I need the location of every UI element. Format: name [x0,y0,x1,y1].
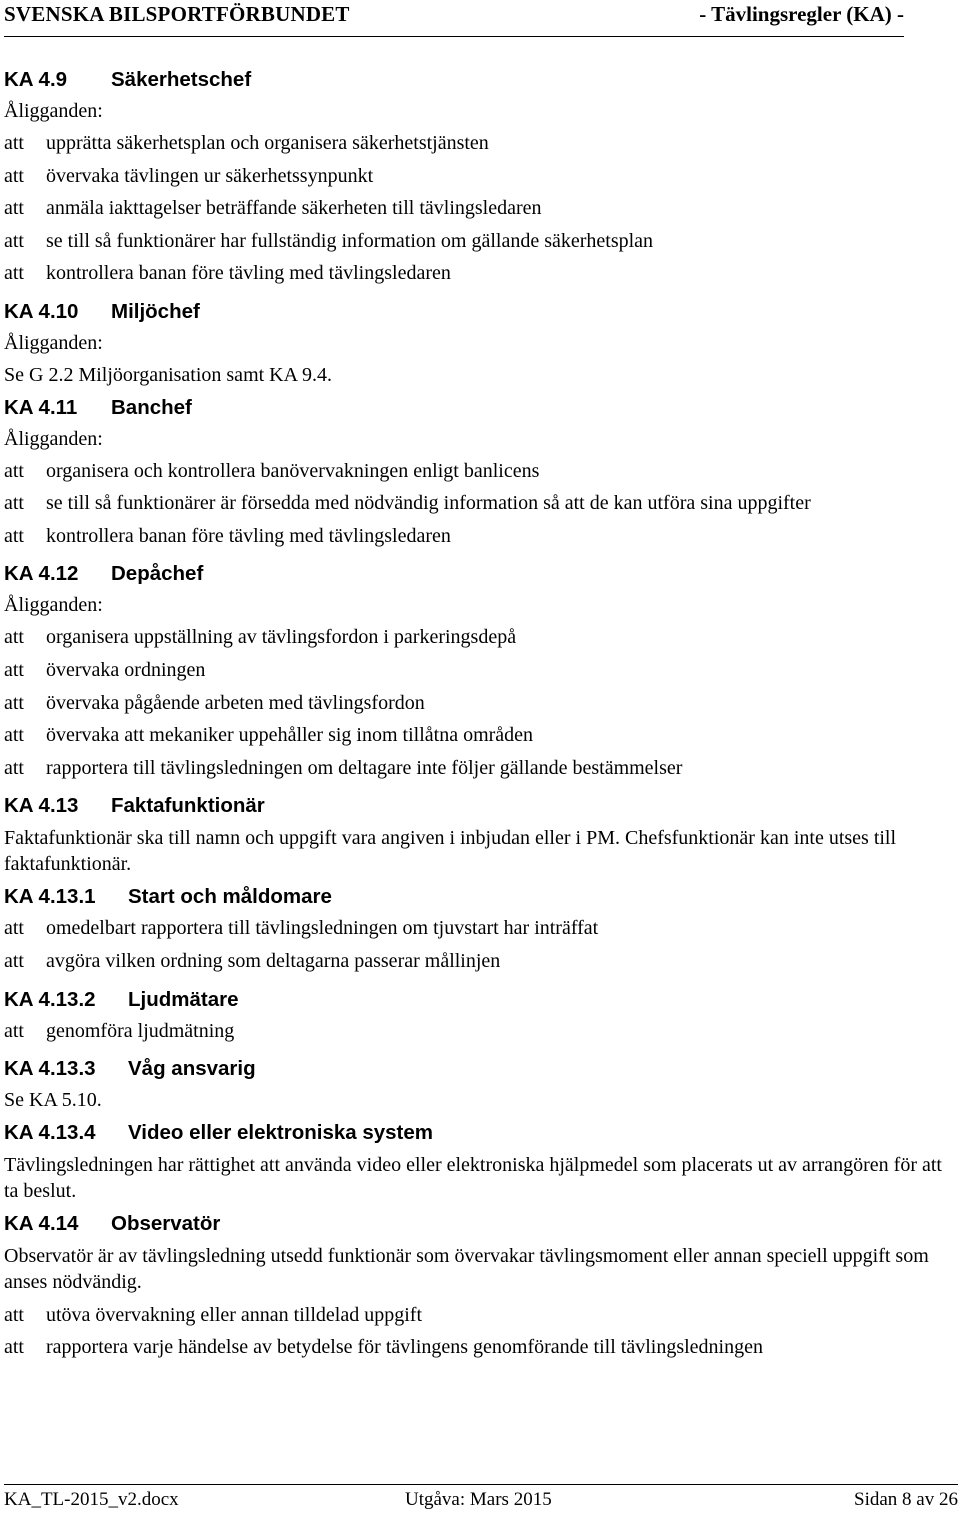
section-number: KA 4.14 [4,1211,79,1235]
document-body [4,64,954,1364]
att-prefix: att [4,197,24,220]
section-heading [4,1208,954,1239]
section-heading [4,296,954,327]
section-title: Observatör [111,1211,221,1235]
list-item: att organisera och kontrollera banövervakningen enligt banlicens [4,455,954,488]
section-title: Banchef [111,395,192,419]
section-paragraph: Observatör är av tävlingsledning utsedd funktionär som övervakar tävlingsmoment eller annan speciell uppgift som anses nödvändig. [4,1244,929,1293]
list-item: att övervaka tävlingen ur säkerhetssynpunkt [4,160,954,193]
reference-text: Se KA 5.10. [4,1089,102,1112]
section-number: KA 4.10 [4,299,79,323]
section-heading [4,790,954,821]
att-prefix: att [4,164,24,187]
section-title: Ljudmätare [128,987,239,1011]
section-ka-4-13-4 [4,1117,954,1208]
duties-label: Åligganden: [4,331,103,354]
list-item: att utöva övervakning eller annan tilldelad uppgift [4,1299,954,1332]
footer-filename: KA_TL-2015_v2.docx [4,1489,179,1510]
section-ka-4-14 [4,1208,954,1364]
section-heading [4,64,954,95]
att-prefix: att [4,492,24,515]
att-prefix: att [4,1336,24,1359]
list-item: att kontrollera banan före tävling med tävlingsledaren [4,520,954,553]
list-item: att se till så funktionärer är försedda med nödvändig information så att de kan utföra sina uppgifter [4,487,954,520]
section-title: Start och måldomare [128,885,332,909]
att-prefix: att [4,917,24,940]
att-prefix: att [4,262,24,285]
att-prefix: att [4,756,24,779]
section-title: Video eller elektroniska system [128,1120,434,1144]
section-paragraph: Faktafunktionär ska till namn och uppgift vara angiven i inbjudan eller i PM. Chefsfunktionär kan inte utses till faktafunktionär. [4,827,897,876]
section-ka-4-13-1 [4,881,954,977]
section-ka-4-11 [4,392,954,553]
att-prefix: att [4,658,24,681]
att-prefix: att [4,626,24,649]
duties-label: Åligganden: [4,594,103,617]
organization-name: SVENSKA BILSPORTFÖRBUNDET [4,2,350,26]
section-ka-4-9 [4,64,954,290]
page-header [4,0,904,37]
att-prefix: att [4,459,24,482]
att-prefix: att [4,1019,24,1042]
list-item: att rapportera till tävlingsledningen om deltagare inte följer gällande bestämmelser [4,752,954,785]
section-heading [4,1053,954,1084]
att-prefix: att [4,229,24,252]
list-item: att upprätta säkerhetsplan och organisera säkerhetstjänsten [4,127,954,160]
section-heading [4,1117,954,1148]
section-ka-4-13-3 [4,1053,954,1117]
section-number: KA 4.13.3 [4,1057,96,1081]
section-number: KA 4.13.2 [4,987,96,1011]
section-number: KA 4.9 [4,68,68,91]
duties-label: Åligganden: [4,100,103,122]
section-ka-4-13-2 [4,984,954,1048]
list-item: att övervaka pågående arbeten med tävlingsfordon [4,687,954,720]
reference-text: Se G 2.2 Miljöorganisation samt KA 9.4. [4,363,332,386]
section-number: KA 4.12 [4,562,79,586]
page-footer [4,1484,958,1513]
list-item: att organisera uppställning av tävlingsfordon i parkeringsdepå [4,621,954,654]
document-title: - Tävlingsregler (KA) - [699,2,904,26]
section-ka-4-12 [4,558,954,784]
list-item: att genomföra ljudmätning [4,1015,954,1048]
footer-page-number: Sidan 8 av 26 [854,1489,958,1510]
section-heading [4,984,954,1015]
section-title: Depåchef [111,562,204,586]
duties-label: Åligganden: [4,427,103,450]
att-prefix: att [4,949,24,972]
att-prefix: att [4,1303,24,1326]
list-item: att avgöra vilken ordning som deltagarna passerar mållinjen [4,945,954,978]
footer-edition: Utgåva: Mars 2015 [405,1489,552,1510]
list-item: att omedelbart rapportera till tävlingsledningen om tjuvstart har inträffat [4,912,954,945]
list-item: att övervaka ordningen [4,654,954,687]
att-prefix: att [4,524,24,547]
section-ka-4-10 [4,296,954,392]
list-item: att se till så funktionärer har fullständig information om gällande säkerhetsplan [4,225,954,258]
section-title: Miljöchef [111,299,200,323]
section-paragraph: Tävlingsledningen har rättighet att använda video eller elektroniska hjälpmedel som placerats ut av arrangören för att ta beslut. [4,1153,942,1202]
section-heading [4,558,954,589]
list-item: att övervaka att mekaniker uppehåller sig inom tillåtna områden [4,719,954,752]
att-prefix: att [4,132,24,154]
att-prefix: att [4,724,24,747]
section-title: Faktafunktionär [111,794,265,818]
att-prefix: att [4,691,24,714]
section-number: KA 4.13.1 [4,885,96,909]
list-item: att anmäla iakttagelser beträffande säkerheten till tävlingsledaren [4,192,954,225]
section-title: Våg ansvarig [128,1057,256,1081]
section-number: KA 4.13.4 [4,1120,96,1144]
section-ka-4-13 [4,790,954,881]
list-item: att kontrollera banan före tävling med tävlingsledaren [4,257,954,290]
section-title: Säkerhetschef [111,68,252,91]
section-number: KA 4.11 [4,395,78,419]
section-heading [4,881,954,912]
section-number: KA 4.13 [4,794,79,818]
section-heading [4,392,954,423]
list-item: att rapportera varje händelse av betydelse för tävlingens genomförande till tävlingsledningen [4,1331,954,1364]
